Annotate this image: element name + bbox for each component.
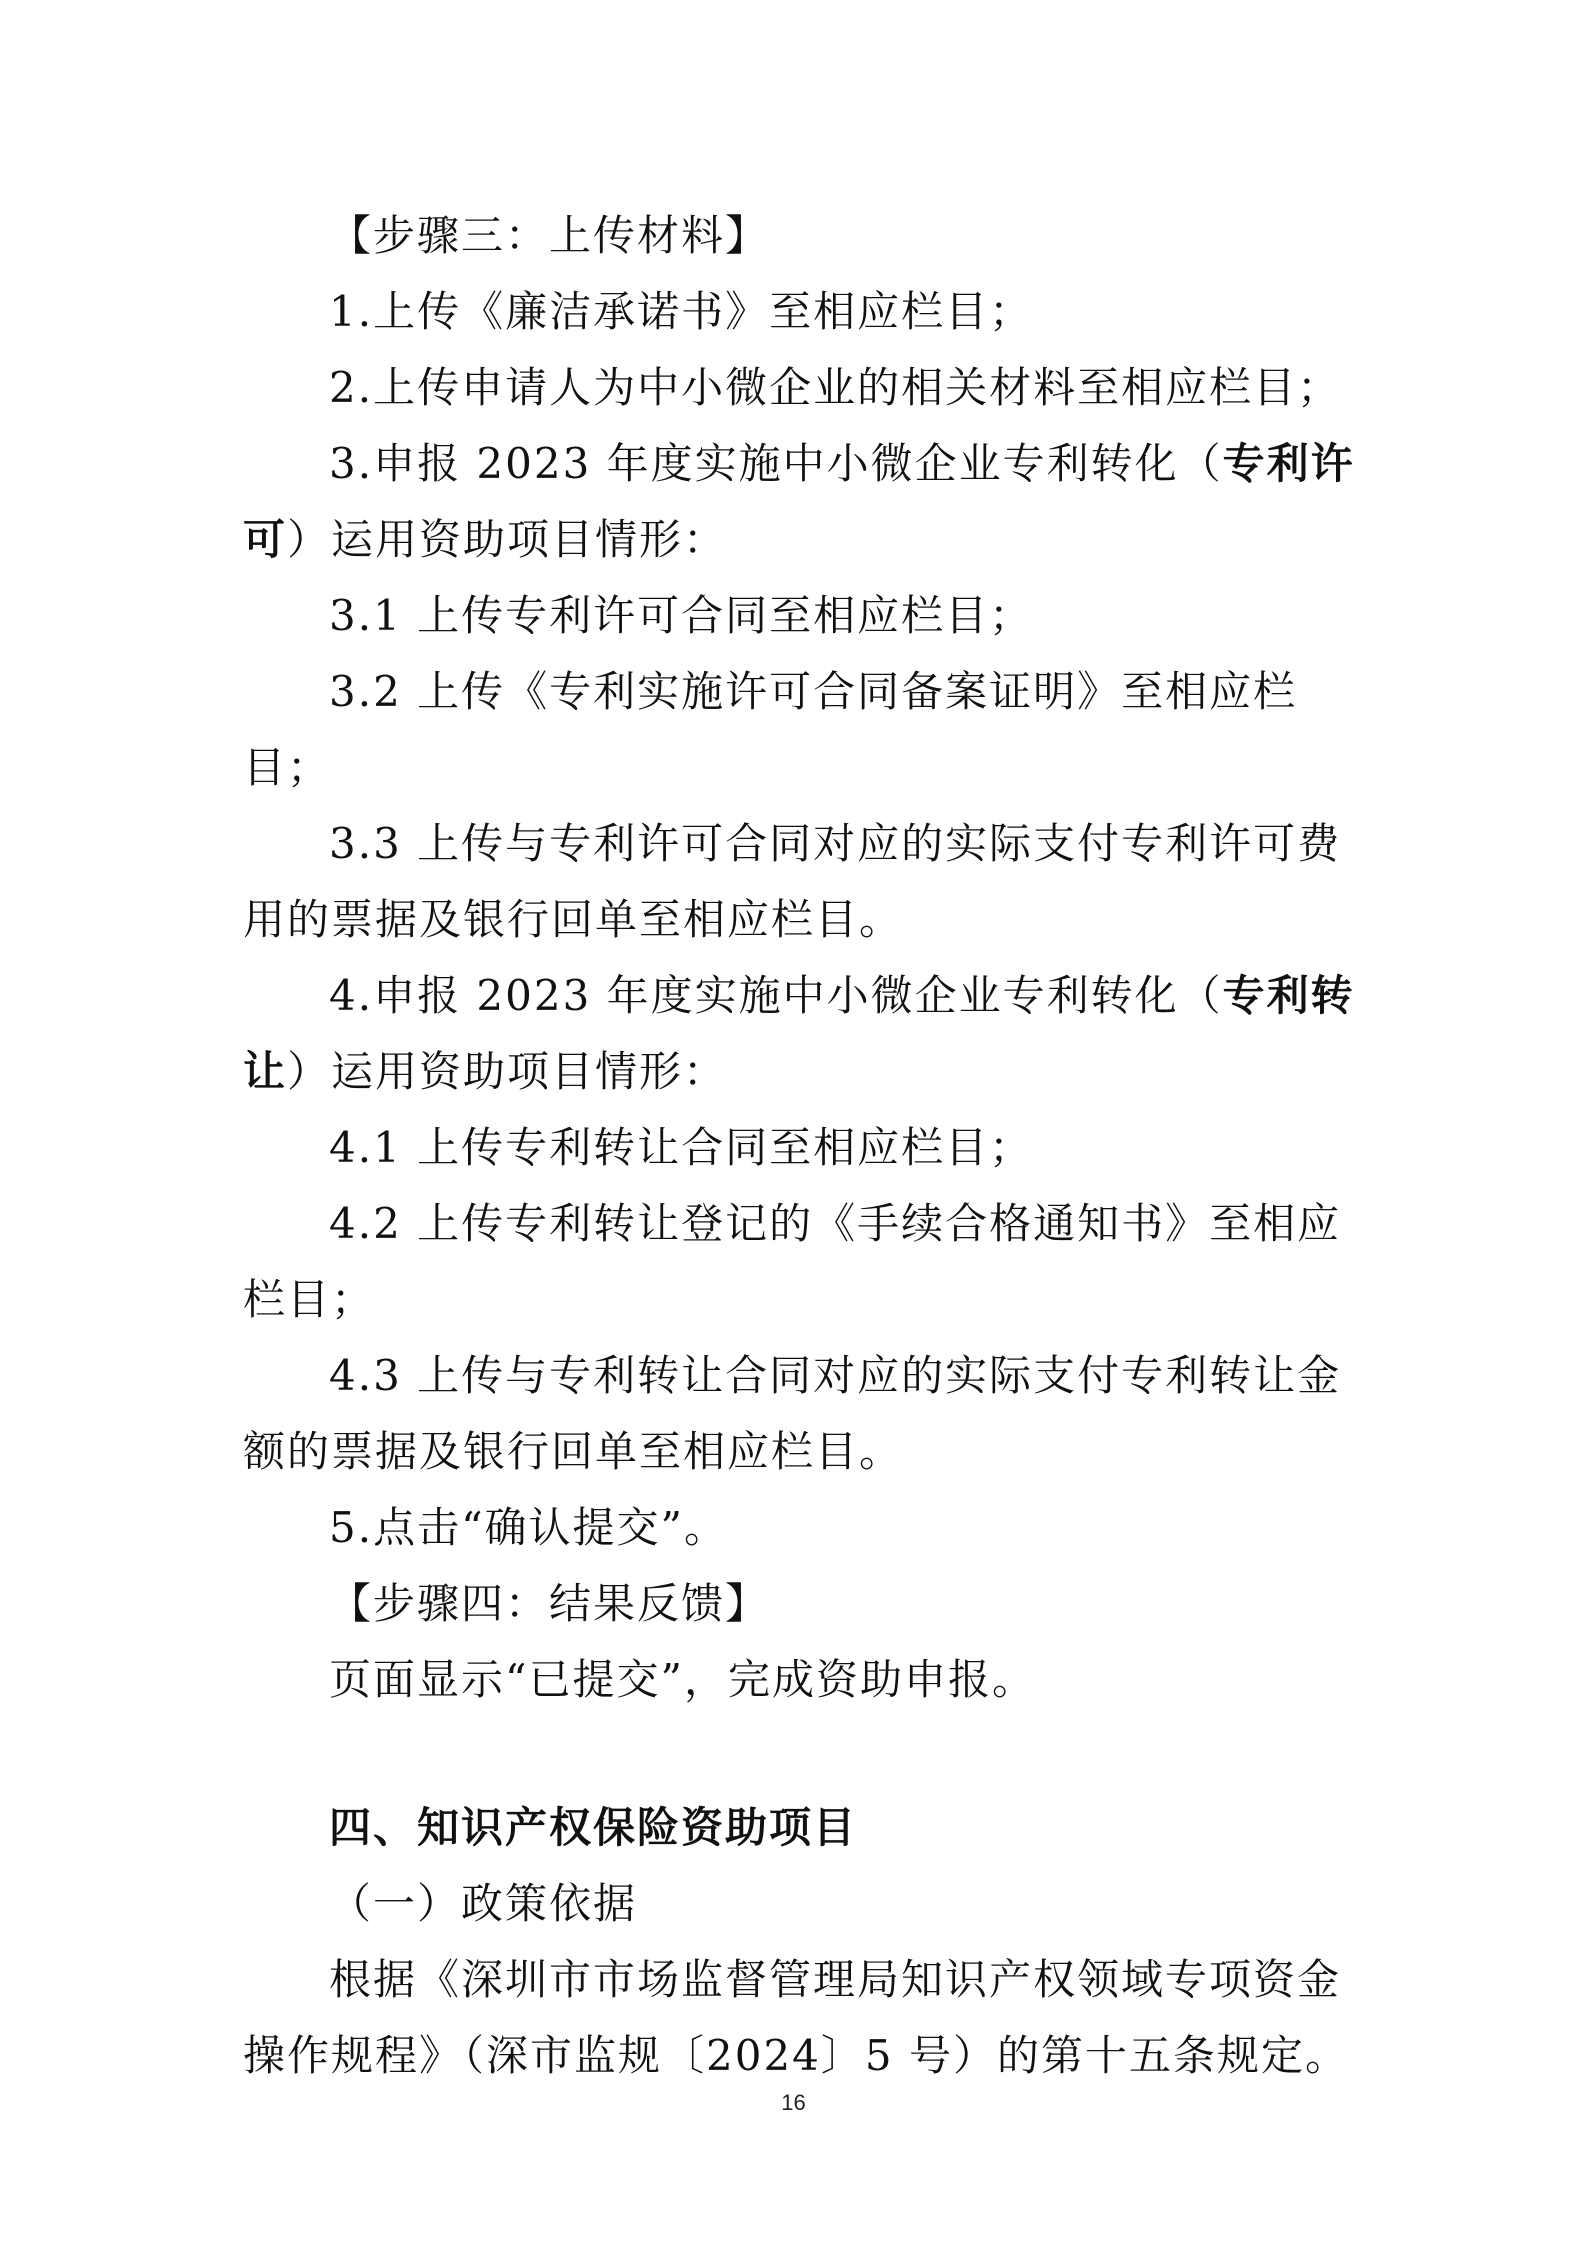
text-run: ）运用资助项目情形： [287,1047,728,1096]
page-body [243,198,1358,2094]
step-paragraph [243,274,1358,350]
text-run: 3.申报 2023 年度实施中小微企业专利转化（ [329,439,1223,488]
text-run: 4.申报 2023 年度实施中小微企业专利转化（ [329,971,1223,1020]
bold-text-run: 专利许可 [243,439,1355,564]
step-paragraph [243,1110,1358,1186]
step-paragraph [243,654,1358,806]
text-run: 3.3 上传与专利许可合同对应的实际支付专利许可费用的票据及银行回单至相应栏目。 [243,819,1342,944]
step-paragraph [243,1490,1358,1566]
section-heading: 四、知识产权保险资助项目 [329,1803,858,1852]
text-run: 3.2 上传《专利实施许可合同备案证明》至相应栏目； [243,667,1298,792]
text-run: 4.2 上传专利转让登记的《手续合格通知书》至相应栏目； [243,1199,1342,1324]
step-paragraph [243,1338,1358,1490]
text-run: 4.1 上传专利转让合同至相应栏目； [329,1123,1034,1172]
section-body: 根据《深圳市市场监督管理局知识产权领域专项资金操作规程》（深市监规〔2024〕5 号）的第十五条规定。 [243,1955,1349,2080]
text-run: 3.1 上传专利许可合同至相应栏目； [329,591,1034,640]
text-run: ）运用资助项目情形： [287,515,728,564]
text-run: 5.点击“确认提交”。 [329,1503,729,1552]
step-paragraph [243,426,1358,578]
step-paragraph [243,1186,1358,1338]
text-run: 页面显示“已提交”，完成资助申报。 [329,1655,1036,1704]
step-paragraph [243,806,1358,958]
step-paragraph [243,1566,1358,1642]
text-run: 4.3 上传与专利转让合同对应的实际支付专利转让金额的票据及银行回单至相应栏目。 [243,1351,1342,1476]
step-paragraph [243,1642,1358,1718]
step-paragraph [243,958,1358,1110]
section-subheading: （一）政策依据 [329,1879,638,1928]
step-paragraph [243,198,1358,274]
step-paragraph [243,578,1358,654]
page-number: 16 [781,2090,806,2115]
text-run: 【步骤三：上传材料】 [329,211,770,260]
section-spacer [243,1718,1358,1790]
step-paragraph [243,350,1358,426]
bold-text-run: 专利转让 [243,971,1355,1096]
steps-section [243,198,1358,1718]
text-run: 2.上传申请人为中小微企业的相关材料至相应栏目； [329,363,1342,412]
text-run: 【步骤四：结果反馈】 [329,1579,770,1628]
text-run: 1.上传《廉洁承诺书》至相应栏目； [329,287,1034,336]
